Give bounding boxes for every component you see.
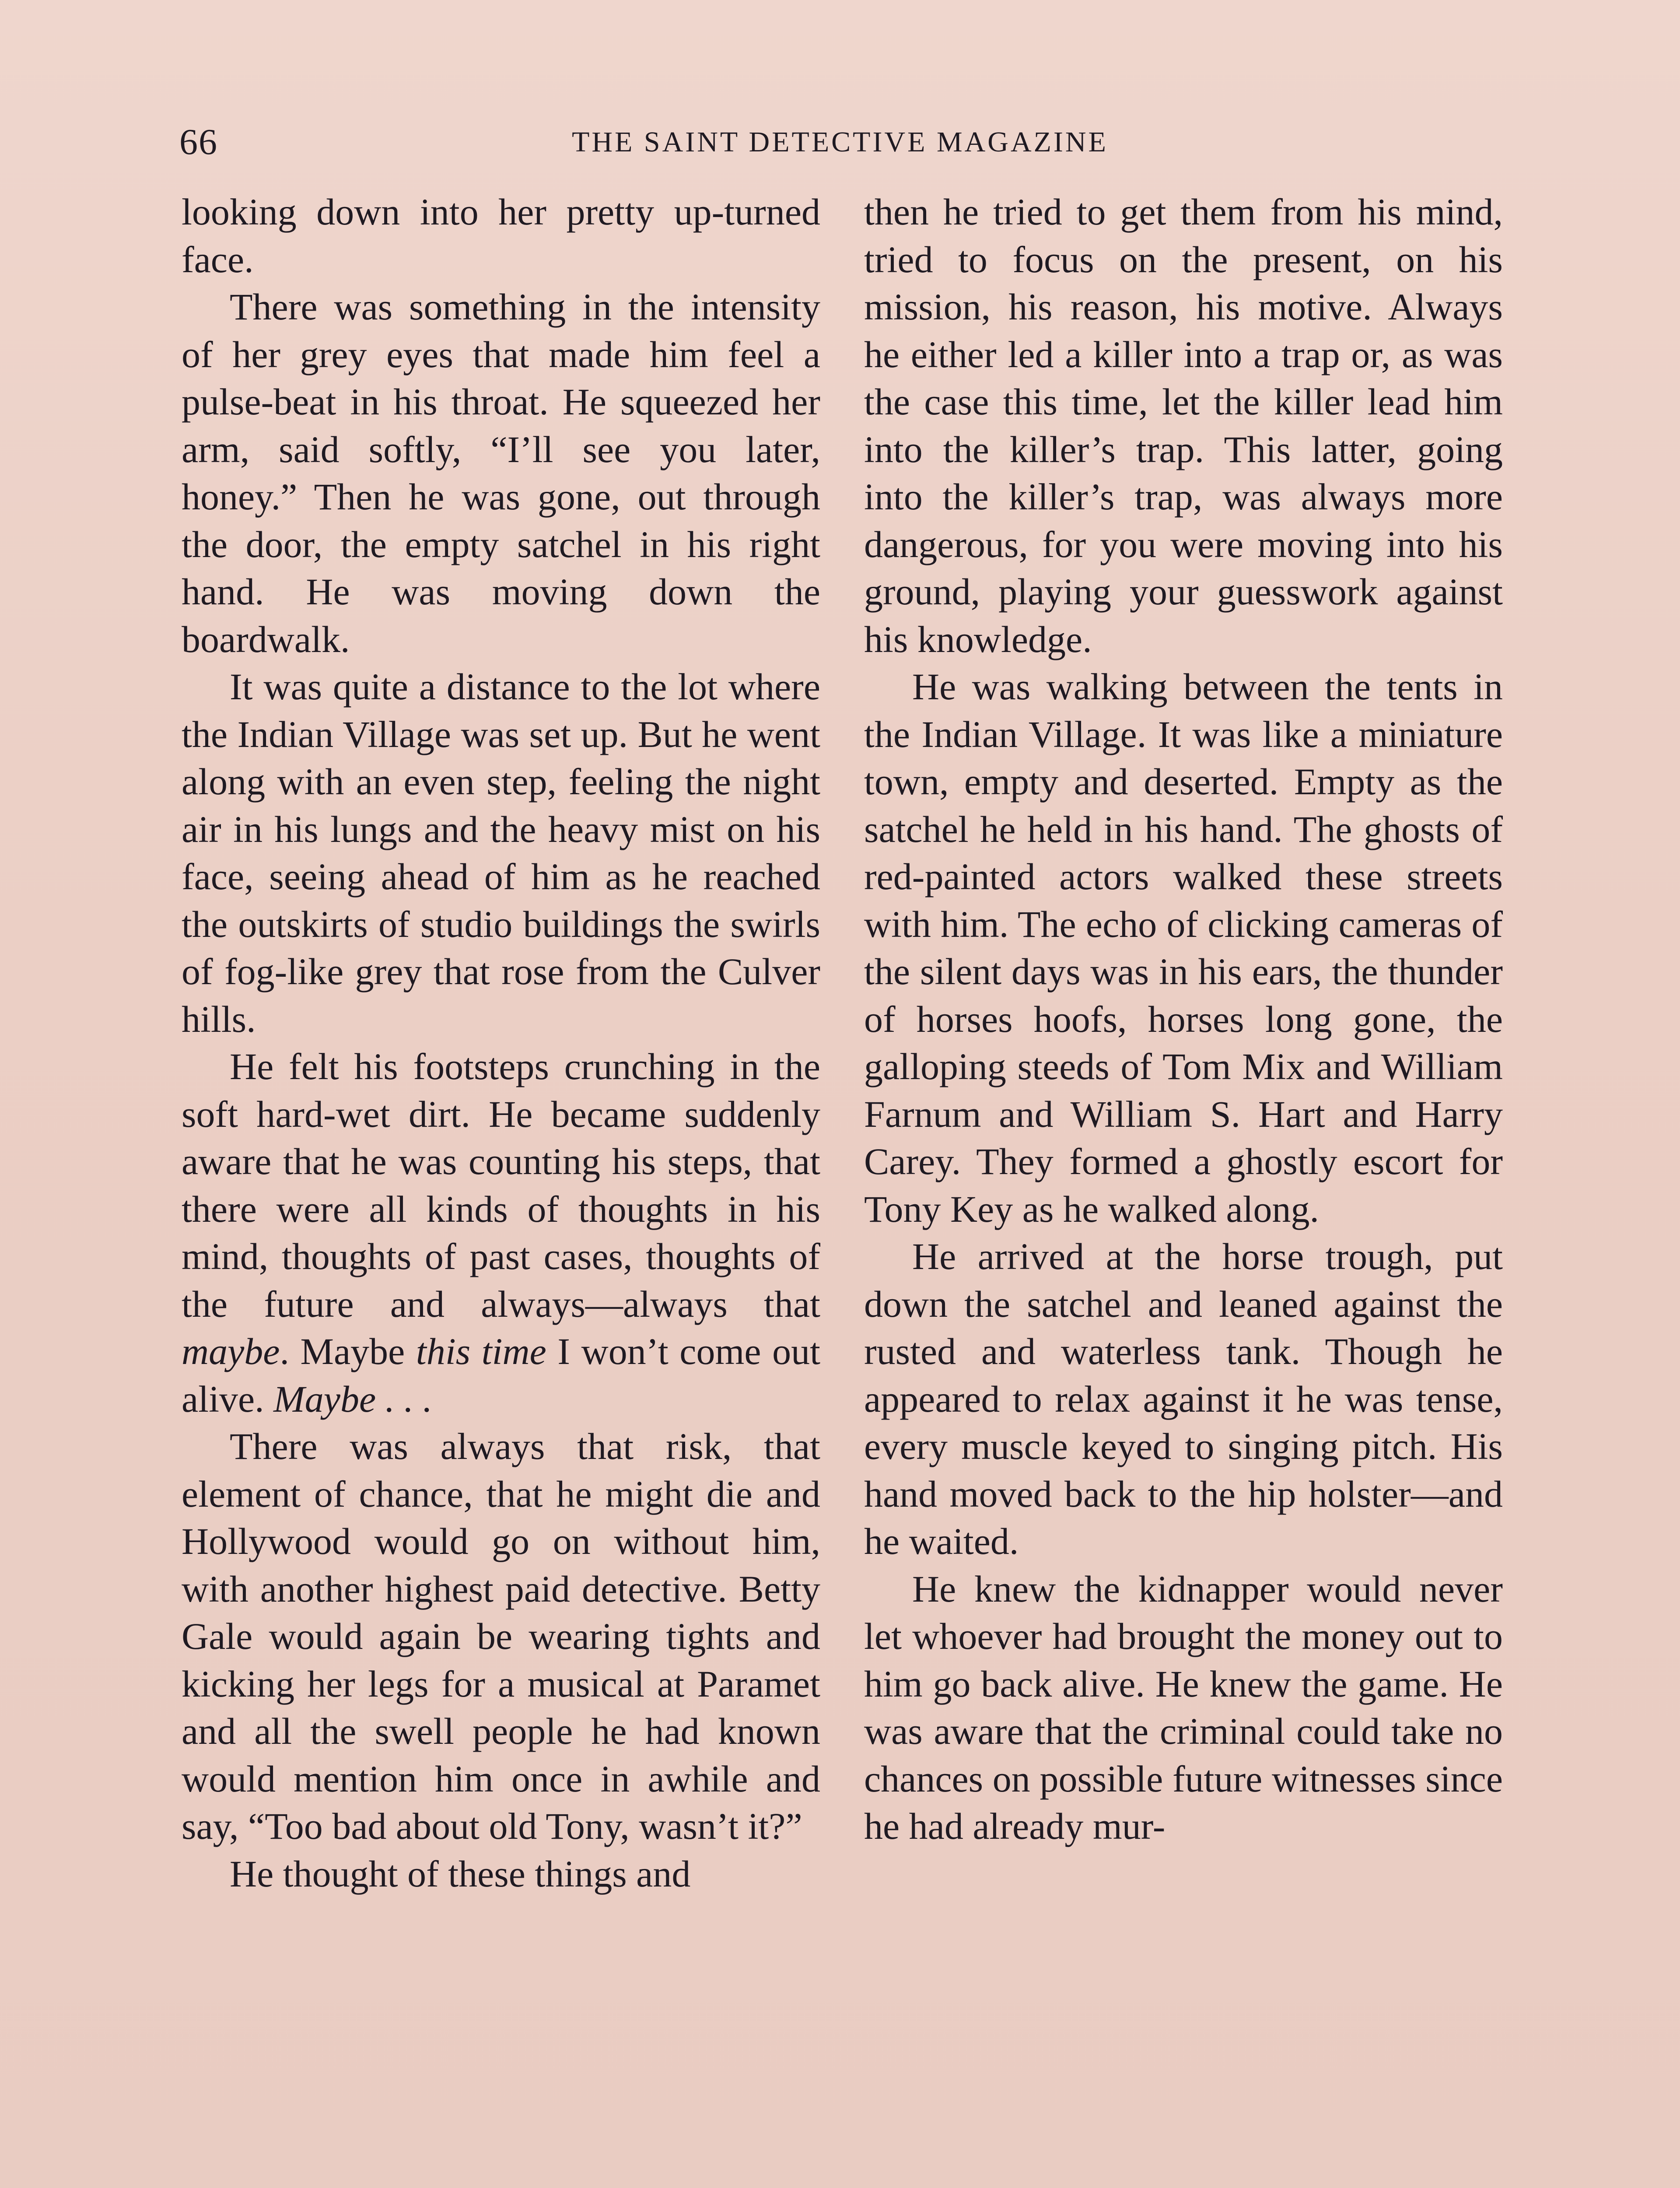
right-column (864, 188, 1503, 1850)
paragraph: He arrived at the horse trough, put down the satchel and leaned against the rusted and waterless tank. Though he appeared to relax against it he was tense, every muscle keyed to singing pitch. His hand moved back to the hip holster—and he waited. (864, 1235, 1503, 1562)
paragraph: There was something in the intensity of her grey eyes that made him feel a pulse-beat in his throat. He squeezed her arm, said softly, “I’ll see you later, honey.” Then he was gone, out through the door, the empty satchel in his right hand. He was moving down the boardwalk. (182, 286, 820, 660)
paragraph: There was always that risk, that element of chance, that he might die and Hollywood would go on without him, with another highest paid detective. Betty Gale would again be wearing tights and kicking her legs for a musical at Paramet and all the swell people he had known would mention him once in awhile and say, “Too bad about old Tony, wasn’t it?” (182, 1425, 820, 1847)
paragraph (182, 1043, 820, 1423)
paragraph: He knew the kidnapper would never let whoever had brought the money out to him go back alive. He knew the game. He was aware that the criminal could take no chances on possible future witnesses since he had already mur- (864, 1567, 1503, 1847)
left-column (182, 188, 820, 1897)
text-run: I won’t come out alive. (182, 1330, 820, 1420)
italic-text: Maybe . . . (273, 1378, 433, 1420)
paragraph: then he tried to get them from his mind, tried to focus on the present, on his mission, his reason, his motive. Always he either led a killer into a trap or, as was the case this time, let the killer lead him into the killer’s trap. This latter, going into the killer’s trap, was always more dangerous, for you were moving into his ground, playing your guesswork against his knowledge. (864, 191, 1503, 660)
text-run: . Maybe (280, 1330, 416, 1372)
running-title: THE SAINT DETECTIVE MAGAZINE (572, 126, 1108, 158)
paragraph: It was quite a distance to the lot where the Indian Village was set up. But he went along with an even step, feeling the night air in his lungs and the heavy mist on his face, seeing ahead of him as he reached the outskirts of studio buildings the swirls of fog-like grey that rose from the Culver hills. (182, 666, 820, 1040)
italic-text: maybe (182, 1330, 280, 1372)
page-header (179, 118, 1501, 166)
paragraph: looking down into her pretty up-turned face. (182, 191, 820, 281)
text-run: He felt his footsteps crunching in the soft hard-wet dirt. He became suddenly aware that he was counting his steps, that there were all kinds of thoughts in his mind, thoughts of past cases, thoughts of the future and always—always that (182, 1045, 820, 1325)
paragraph: He was walking between the tents in the Indian Village. It was like a miniature town, empty and deserted. Empty as the satchel he held in his hand. The ghosts of red-painted actors walked these streets with him. The echo of clicking cameras of the silent days was in his ears, the thunder of horses hoofs, horses long gone, the galloping steeds of Tom Mix and William Farnum and William S. Hart and Harry Carey. They formed a ghostly escort for Tony Key as he walked along. (864, 666, 1503, 1230)
paragraph: He thought of these things and (230, 1852, 691, 1895)
page-number: 66 (179, 122, 218, 162)
italic-text: this time (416, 1330, 546, 1372)
